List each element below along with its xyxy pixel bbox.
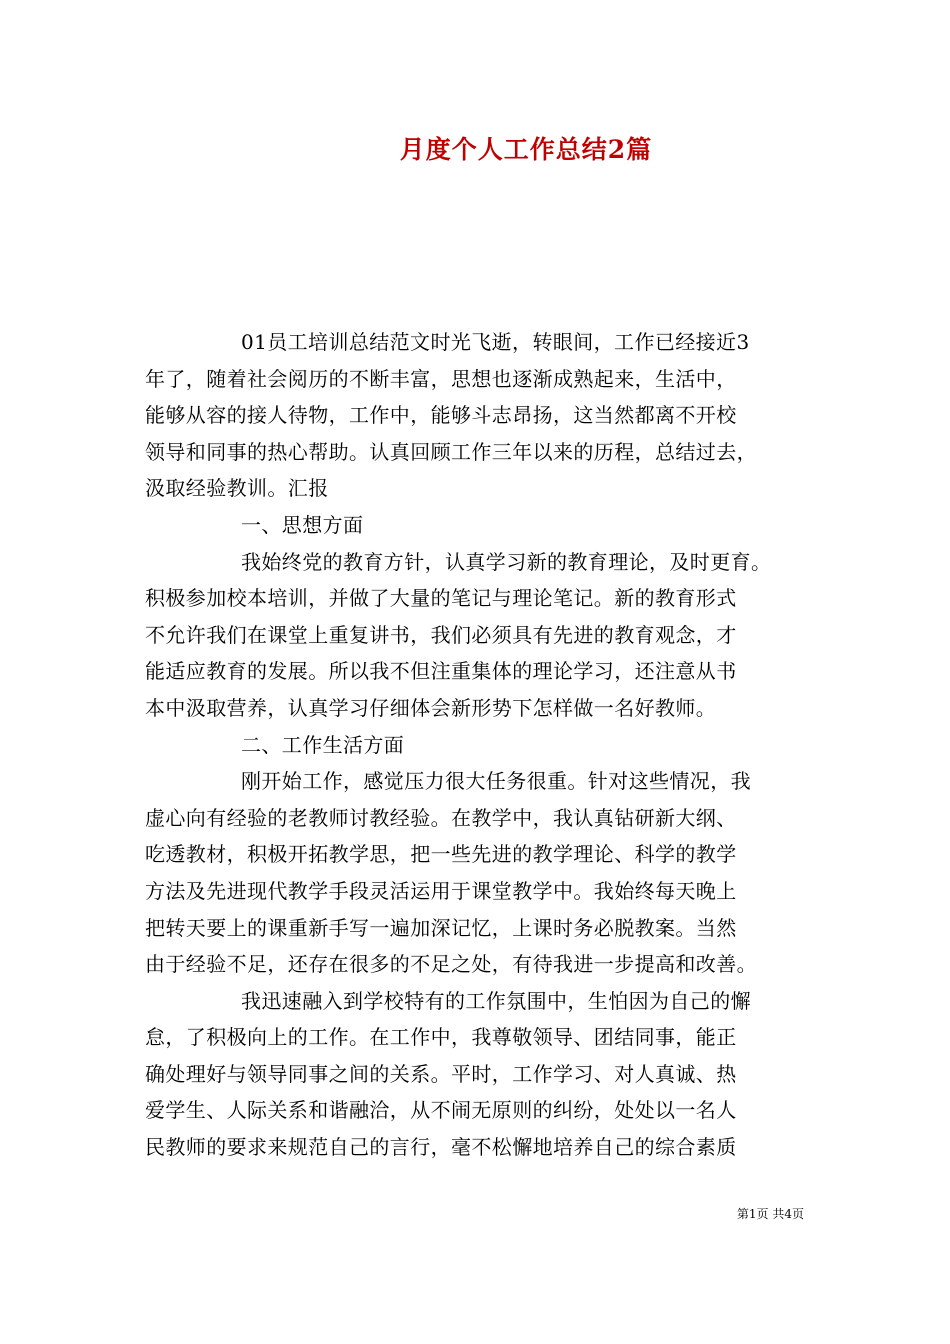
- paragraph-line: 不允许我们在课堂上重复讲书，我们必须具有先进的教育观念，才: [145, 622, 737, 647]
- paragraph-line: 我始终党的教育方针，认真学习新的教育理论，及时更育。: [241, 549, 772, 574]
- paragraph-line: 确处理好与领导同事之间的关系。平时，工作学习、对人真诚、热: [145, 1061, 737, 1086]
- paragraph-line: 能适应教育的发展。所以我不但注重集体的理论学习，还注意从书: [145, 659, 737, 684]
- paragraph-line: 年了，随着社会阅历的不断丰富，思想也逐渐成熟起来，生活中，: [145, 366, 737, 391]
- paragraph-line: 虚心向有经验的老教师讨教经验。在教学中，我认真钻研新大纲、: [145, 805, 737, 830]
- paragraph-line: 刚开始工作，感觉压力很大任务很重。针对这些情况，我: [241, 769, 751, 794]
- paragraph-line: 吃透教材，积极开拓教学思，把一些先进的教学理论、科学的教学: [145, 842, 737, 867]
- paragraph-line: 汲取经验教训。汇报: [145, 476, 329, 501]
- section-heading: 一、思想方面: [241, 512, 364, 537]
- paragraph-line: 爱学生、人际关系和谐融洽，从不闹无原则的纠纷，处处以一名人: [145, 1098, 737, 1123]
- document-title: 月度个人工作总结2篇: [399, 135, 653, 164]
- paragraph-line: 怠，了积极向上的工作。在工作中，我尊敬领导、团结同事，能正: [145, 1025, 737, 1050]
- paragraph-line: 把转天要上的课重新手写一遍加深记忆，上课时务必脱教案。当然: [145, 915, 737, 940]
- document-body: [145, 324, 825, 1166]
- paragraph-line: 能够从容的接人待物，工作中，能够斗志昂扬，这当然都离不开校: [145, 403, 737, 428]
- paragraph-line: 积极参加校本培训，并做了大量的笔记与理论笔记。新的教育形式: [145, 586, 737, 611]
- paragraph-line: 我迅速融入到学校特有的工作氛围中，生怕因为自己的懈: [241, 988, 751, 1013]
- paragraph-line: 方法及先进现代教学手段灵活运用于课堂教学中。我始终每天晚上: [145, 878, 737, 903]
- page-number-footer: 第1页 共4页: [736, 1207, 804, 1221]
- paragraph-line: 由于经验不足，还存在很多的不足之处，有待我进一步提高和改善。: [145, 952, 757, 977]
- paragraph-line: 01员工培训总结范文时光飞逝，转眼间，工作已经接近3: [241, 330, 750, 354]
- paragraph-line: 领导和同事的热心帮助。认真回顾工作三年以来的历程，总结过去，: [145, 439, 757, 464]
- section-heading: 二、工作生活方面: [241, 732, 405, 757]
- paragraph-line: 本中汲取营养，认真学习仔细体会新形势下怎样做一名好教师。: [145, 695, 717, 720]
- paragraph-line: 民教师的要求来规范自己的言行，毫不松懈地培养自己的综合素质: [145, 1135, 737, 1160]
